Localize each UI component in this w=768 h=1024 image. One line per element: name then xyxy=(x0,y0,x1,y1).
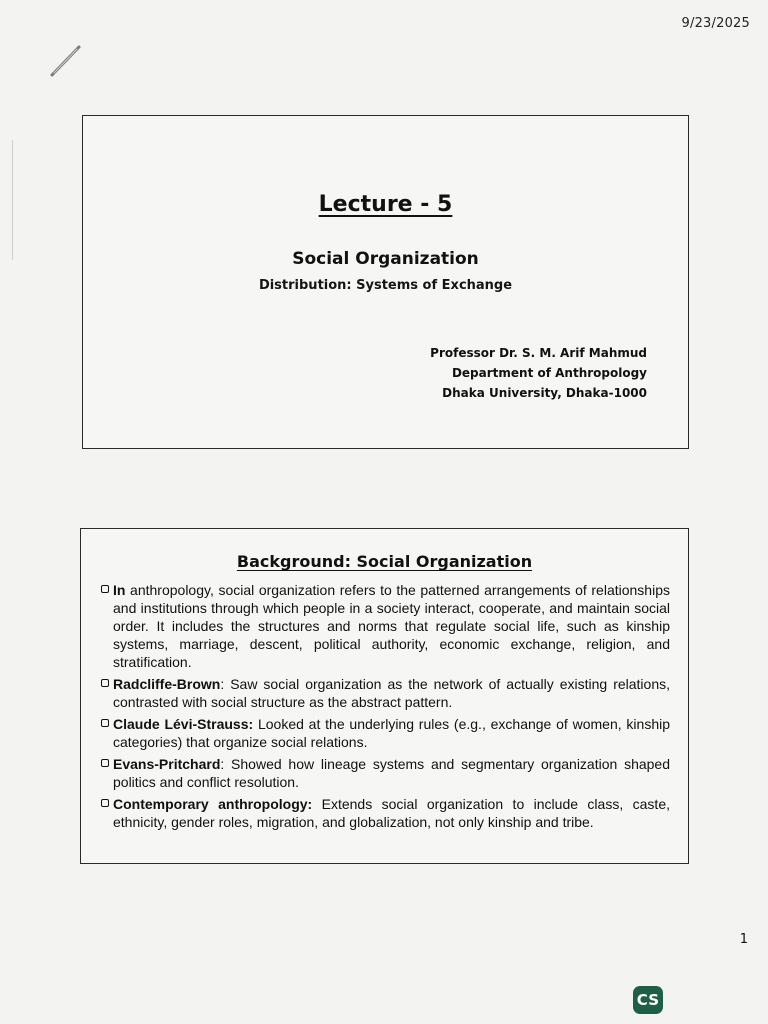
checkbox-bullet-icon xyxy=(101,719,109,727)
bullet-body-text: anthropology, social organization refers to the patterned arrangements of relationships and institutions through which people in a society interact, cooperate, and maintain social order. It includes the structures and norms that regulate social life, such as kinship systems, marriage, descent, political authority, economic exchange, religion, and stratification. xyxy=(113,582,670,670)
bullet-text xyxy=(113,795,670,831)
checkbox-bullet-icon xyxy=(101,679,109,687)
lecture-title: Lecture - 5 xyxy=(318,192,453,217)
bullet-strong-text: Contemporary anthropology: xyxy=(113,796,313,812)
checkbox-bullet-icon xyxy=(101,799,109,807)
bullet-strong-text: Claude Lévi-Strauss: xyxy=(113,716,254,732)
bullet-body-text: : Showed how lineage systems and segmentary organization shaped politics and conflict resolution. xyxy=(113,756,670,790)
bullet-strong-text: Evans-Pritchard xyxy=(113,756,221,772)
bullet-strong-text: In xyxy=(113,582,126,598)
bullet-body-text: Extends social organization to include class, caste, ethnicity, gender roles, migration, and globalization, not only kinship and tribe. xyxy=(113,796,670,830)
bullet-body-text: Looked at the underlying rules (e.g., exchange of women, kinship categories) that organize social relations. xyxy=(113,716,670,750)
background-bullet xyxy=(101,675,670,711)
camscanner-badge xyxy=(633,986,663,1014)
date-stamp: 9/23/2025 xyxy=(681,16,750,31)
page-number: 1 xyxy=(739,932,748,947)
background-bullet xyxy=(101,581,670,671)
background-heading: Background: Social Organization xyxy=(236,552,533,571)
checkbox-bullet-icon xyxy=(101,759,109,767)
background-slide xyxy=(80,528,689,864)
bullet-body-text: : Saw social organization as the network of actually existing relations, contrasted with social structure as the abstract pattern. xyxy=(113,676,670,710)
title-slide xyxy=(82,115,689,449)
camscanner-badge-text: CS xyxy=(636,991,660,1009)
author-name: Professor Dr. S. M. Arif Mahmud xyxy=(430,346,647,360)
bullet-text xyxy=(113,581,670,671)
background-bullet xyxy=(101,715,670,751)
bullet-text xyxy=(113,675,670,711)
slide-subsubtitle: Distribution: Systems of Exchange xyxy=(258,278,513,293)
bullet-strong-text: Radcliffe-Brown xyxy=(113,676,221,692)
background-content xyxy=(101,581,670,835)
background-bullet xyxy=(101,755,670,791)
author-block xyxy=(430,343,647,403)
bullet-text xyxy=(113,715,670,751)
author-university: Dhaka University, Dhaka-1000 xyxy=(442,386,647,400)
paper-edge-shadow xyxy=(12,140,13,260)
bullet-text xyxy=(113,755,670,791)
slide-subtitle: Social Organization xyxy=(292,249,479,269)
background-bullet xyxy=(101,795,670,831)
author-department: Department of Anthropology xyxy=(451,366,647,380)
pencil-mark-icon xyxy=(50,44,88,78)
checkbox-bullet-icon xyxy=(101,585,109,593)
